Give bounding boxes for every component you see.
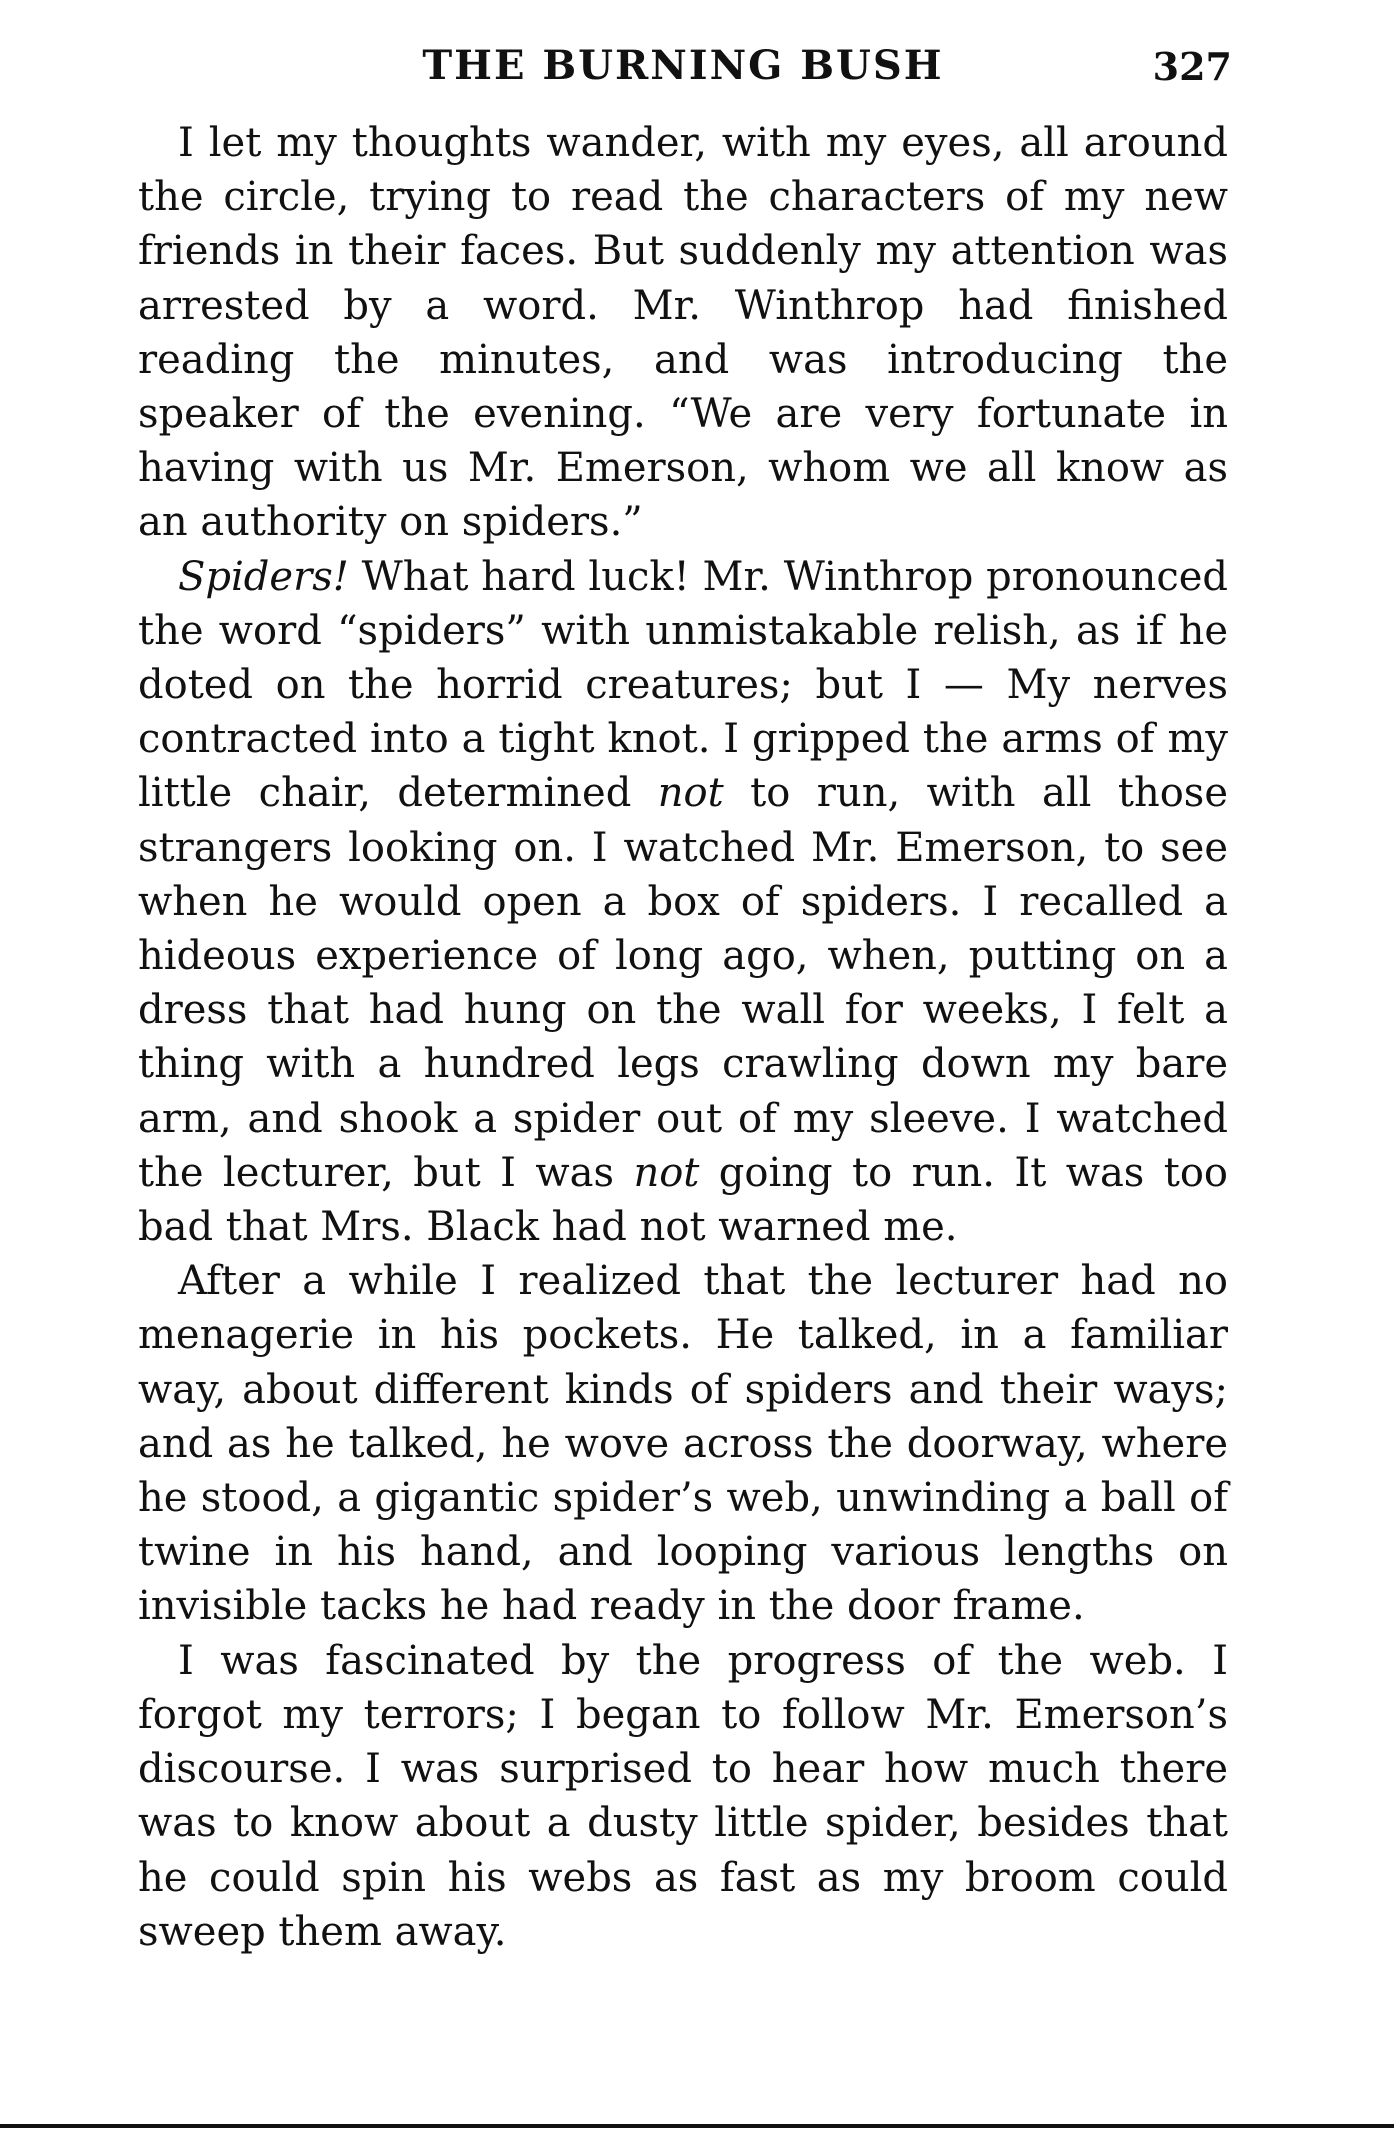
paragraph (138, 116, 1228, 550)
paragraph (138, 550, 1228, 1255)
italic-text-segment: Spiders! (178, 553, 349, 600)
text-segment: to run, with all those strangers looking on. I watched Mr. Emerson, to see when he would open a box of spiders. I recalled a hideous experience of long ago, when, putting on a dress that had hung on the wall for weeks, I felt a thing with a hundred legs crawling down my bare arm, and shook a spider out of my sleeve. I watched the lecturer, but I was (138, 770, 1228, 1196)
running-header (138, 40, 1232, 102)
paragraph (138, 1634, 1228, 1959)
text-segment: After a while I realized that the lecturer had no menagerie in his pockets. He talked, in a familiar way, about different kinds of spiders and their ways; and as he talked, he wove across the doorway, where he stood, a gigantic spider’s web, unwinding a ball of twine in his hand, and looping various lengths on invisible tacks he had ready in the door frame. (138, 1258, 1228, 1630)
running-title: THE BURNING BUSH (422, 42, 944, 89)
bottom-rule (0, 2124, 1394, 2128)
book-page (138, 40, 1232, 1959)
italic-text-segment: not (657, 770, 724, 817)
body-text (138, 116, 1228, 1959)
text-segment: going to run. It was too bad that Mrs. Black had not warned me. (138, 1149, 1228, 1251)
text-segment: What hard luck! Mr. Winthrop pronounced the word “spiders” with unmistakable relish, as if he doted on the horrid creatures; but I — My nerves contracted into a tight knot. I gripped the arms of my little chair, determined (138, 553, 1228, 817)
text-segment: I was fascinated by the progress of the web. I forgot my terrors; I began to follow Mr. Emerson’s discourse. I was surprised to hear how much there was to know about a dusty little spider, besides that he could spin his webs as fast as my broom could sweep them away. (138, 1637, 1228, 1955)
italic-text-segment: not (633, 1149, 700, 1196)
paragraph (138, 1254, 1228, 1633)
text-segment: I let my thoughts wander, with my eyes, all around the circle, trying to read the characters of my new friends in their faces. But suddenly my attention was arrested by a word. Mr. Winthrop had finished reading the minutes, and was introducing the speaker of the evening. “We are very fortunate in having with us Mr. Emerson, whom we all know as an authority on spiders.” (138, 120, 1228, 546)
page-number: 327 (1152, 44, 1232, 89)
